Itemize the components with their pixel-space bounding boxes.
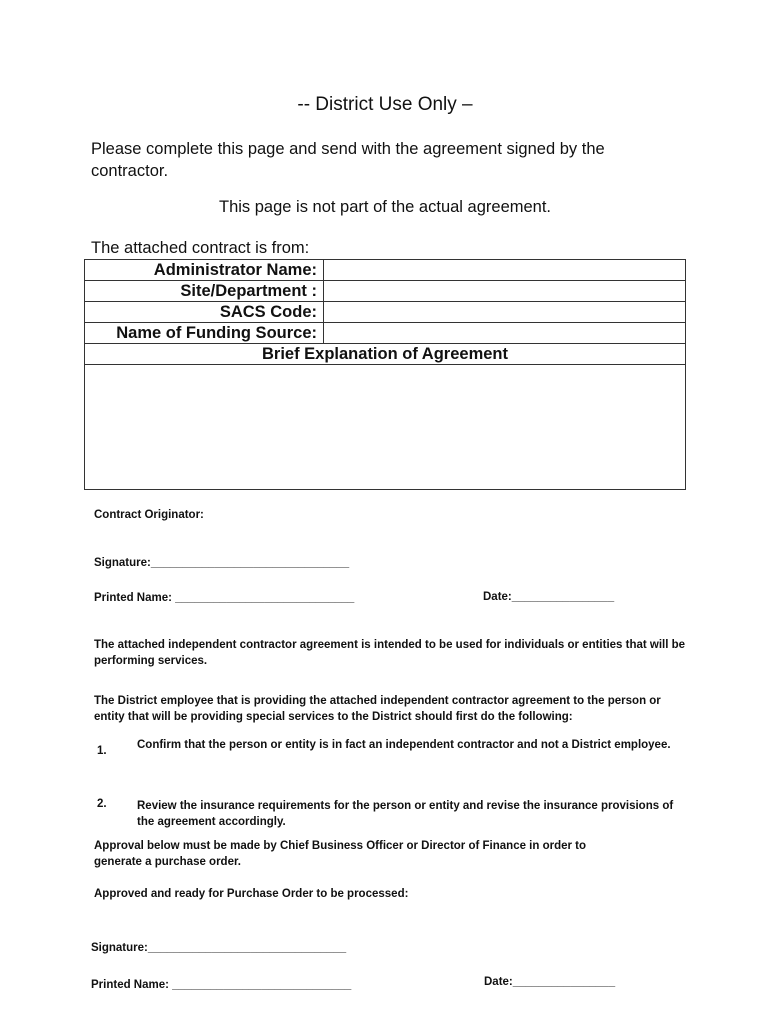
originator-date-line[interactable]: Date:________________: [483, 591, 615, 603]
sacs-code-field[interactable]: [324, 302, 686, 323]
funding-source-label: Name of Funding Source:: [85, 323, 324, 344]
contract-from-label: The attached contract is from:: [91, 239, 310, 257]
admin-name-label: Administrator Name:: [85, 260, 324, 281]
intro-text: Please complete this page and send with the agreement signed by the contractor.: [91, 140, 605, 180]
sacs-row: [85, 302, 686, 323]
page-title: -- District Use Only –: [297, 94, 473, 115]
step-1-text: Confirm that the person or entity is in fact an independent contractor and not a District employee.: [137, 739, 671, 751]
admin-row: [85, 260, 686, 281]
contractor-intent-paragraph: The attached independent contractor agreement is intended to be used for individuals or entities that will be performing services.: [94, 639, 686, 667]
approved-ready-text: Approved and ready for Purchase Order to be processed:: [94, 888, 409, 900]
approval-paragraph: Approval below must be made by Chief Business Officer or Director of Finance in order to generate a purchase order.: [94, 840, 587, 868]
note-text: This page is not part of the actual agreement.: [218, 198, 552, 216]
contract-originator-label: Contract Originator:: [94, 509, 204, 521]
brief-explanation-label: Brief Explanation of Agreement: [85, 344, 686, 365]
site-department-label: Site/Department :: [85, 281, 324, 302]
originator-signature-line[interactable]: Signature:_______________________________: [94, 557, 350, 569]
site-department-field[interactable]: [324, 281, 686, 302]
funding-row: [85, 323, 686, 344]
step-1-number: 1.: [97, 745, 107, 757]
approver-printed-name-line[interactable]: Printed Name: ____________________________: [91, 979, 352, 991]
originator-printed-name-line[interactable]: Printed Name: ____________________________: [94, 592, 355, 604]
step-2-text: Review the insurance requirements for the person or entity and revise the insurance provisions of the agreement accordingly.: [137, 800, 674, 828]
approver-date-line[interactable]: Date:________________: [484, 976, 616, 988]
brief-header-row: [85, 344, 686, 365]
admin-name-field[interactable]: [324, 260, 686, 281]
contract-info-table: [84, 259, 686, 490]
brief-box-row: [85, 365, 686, 490]
site-row: [85, 281, 686, 302]
funding-source-field[interactable]: [324, 323, 686, 344]
district-employee-paragraph: The District employee that is providing the attached independent contractor agreement to the person or entity that will be providing special services to the District should first do the following:: [94, 695, 661, 723]
brief-explanation-field[interactable]: [85, 365, 686, 490]
approver-signature-line[interactable]: Signature:_______________________________: [91, 942, 347, 954]
sacs-code-label: SACS Code:: [85, 302, 324, 323]
step-2-number: 2.: [97, 798, 107, 810]
